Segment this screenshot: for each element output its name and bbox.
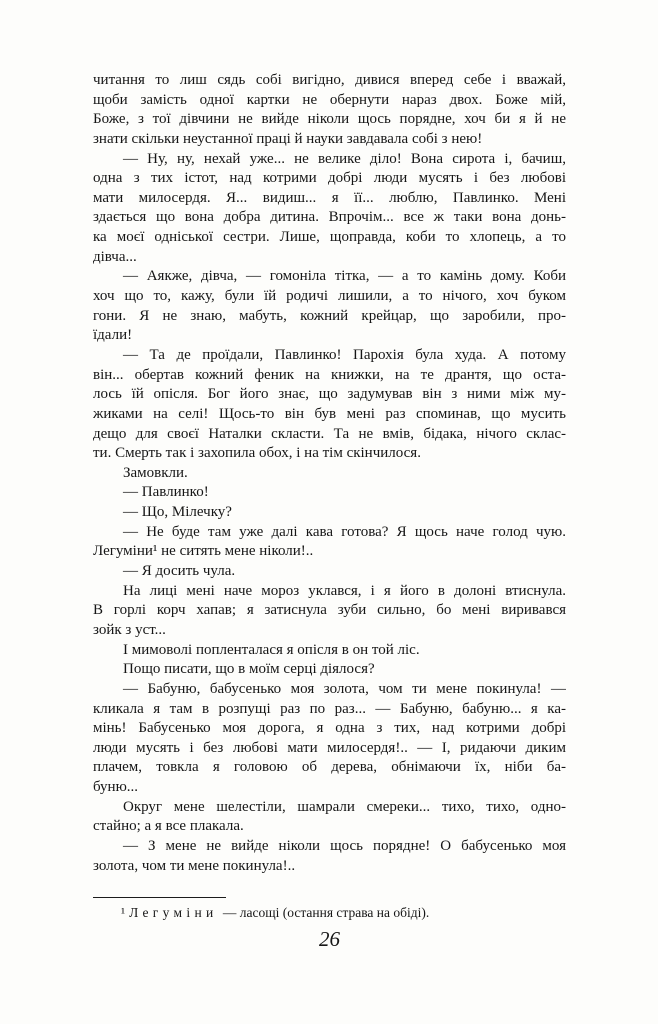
text-line: — Я досить чула. <box>123 563 236 580</box>
text-line: зойк з уст... <box>93 621 166 638</box>
text-line: лось їй опісля. Бог його знає, що задумував він з ними між му- <box>93 386 566 403</box>
text-line: стайно; а я все плакала. <box>93 818 244 835</box>
body-text <box>93 71 566 876</box>
text-line: одна з тих істот, над котрими добрі люди мусять і без любові <box>93 170 566 187</box>
paragraph <box>93 464 566 484</box>
text-line: золота, чом ти мене покинула!.. <box>93 857 296 874</box>
text-line: — Павлинко! <box>123 484 209 501</box>
footnote-definition: — ласощі (остання страва на обіді). <box>222 905 430 920</box>
footnote <box>93 897 566 921</box>
paragraph <box>93 346 566 464</box>
footnote-text <box>93 904 566 921</box>
text-line: Легуміни¹ не ситять мене ніколи!.. <box>93 543 314 560</box>
paragraph <box>93 523 566 562</box>
paragraph <box>93 660 566 680</box>
paragraph <box>93 483 566 503</box>
text-line: Пощо писати, що в моїм серці діялося? <box>123 661 375 678</box>
text-line: — З мене не вийде ніколи щось порядне! О бабусенько моя <box>123 837 566 854</box>
text-line: щоби замість одної картки не обернути нараз двох. Боже мій, <box>93 91 566 108</box>
text-line: плачем, товкла я головою об дерева, обнімаючи їх, ніби ба- <box>93 759 566 776</box>
paragraph <box>93 562 566 582</box>
paragraph <box>93 582 566 641</box>
text-line: гони. Я не знаю, мабуть, кожний крейцар, що заробили, про- <box>93 307 566 324</box>
paragraph <box>93 641 566 661</box>
paragraph <box>93 503 566 523</box>
text-line: ти. Смерть так і захопила обох, і на тім скінчилося. <box>93 445 421 462</box>
text-line: І мимоволі попленталася я опісля в он той ліс. <box>123 641 420 658</box>
text-line: Округ мене шелестіли, шамрали смереки... тихо, тихо, одно- <box>123 798 566 815</box>
text-line: — Бабуню, бабусенько моя золота, чом ти мене покинула! — <box>123 680 566 697</box>
footnote-marker: ¹ <box>121 905 126 920</box>
text-line: жиками на селі! Щось-то він був мені раз споминав, що мусить <box>93 405 566 422</box>
text-line: — Ну, ну, нехай уже... не велике діло! Вона сирота і, бачиш, <box>123 150 566 167</box>
text-line: На лиці мені наче мороз уклався, і я його в долоні втиснула. <box>123 582 566 599</box>
text-line: ка моєї одніської сестри. Лише, щоправда, коби то хлопець, а то <box>93 229 566 246</box>
text-line: знати скільки неустанної праці й науки завдавала собі з нею! <box>93 130 483 147</box>
text-line: мати милосердя. Я... видиш... я її... люблю, Павлинко. Мені <box>93 189 566 206</box>
paragraph <box>93 150 566 268</box>
text-line: — Та де проїдали, Павлинко! Парохія була худа. А потому <box>123 346 566 363</box>
text-line: здається що вона добра дитина. Впрочім... все ж таки вона донь- <box>93 209 566 226</box>
text-line: — Що, Мілечку? <box>123 504 232 521</box>
text-line: Боже, з тої дівчини не вийде ніколи щось порядне, хоч би я й не <box>93 111 566 128</box>
text-line: читання то лиш сядь собі вигідно, дивися вперед себе і вважай, <box>93 72 566 88</box>
text-line: буню... <box>93 779 139 796</box>
paragraph <box>93 71 566 150</box>
text-line: кликала я там в розпущі раз по раз... — Бабуню, бабуню... я ка- <box>93 700 566 717</box>
text-line: дещо для своєї Наталки скласти. Та не вмів, бідака, нічого склас- <box>93 425 566 442</box>
text-line: мінь! Бабусенько моя дорога, я одна з тих, над котрими добрі <box>93 720 566 737</box>
text-line: — Не буде там уже далі кава готова? Я щось наче голод чую. <box>123 523 566 540</box>
text-line: В горлі корч хапав; я затиснула зуби сильно, бо мені виривався <box>93 602 566 619</box>
text-line: люди мусять і без любові мати милосердя!.. — І, ридаючи диким <box>93 739 566 756</box>
text-line: хоч що то, кажу, були їй родичі лишили, а то нічого, хоч буком <box>93 288 566 305</box>
paragraph <box>93 798 566 837</box>
paragraph <box>93 837 566 876</box>
text-line: їдали! <box>93 327 133 344</box>
paragraph <box>93 680 566 798</box>
text-line: — Аякже, дівча, — гомоніла тітка, — а то камінь дому. Коби <box>123 268 566 285</box>
footnote-rule <box>93 897 226 898</box>
text-line: дівча... <box>93 248 137 265</box>
page-number: 26 <box>319 927 340 951</box>
text-line: він... обертав кожний феник на книжки, на те дрантя, що оста- <box>93 366 566 383</box>
text-line: Замовкли. <box>123 464 188 481</box>
footnote-term: Легуміни <box>129 905 218 920</box>
paragraph <box>93 267 566 346</box>
